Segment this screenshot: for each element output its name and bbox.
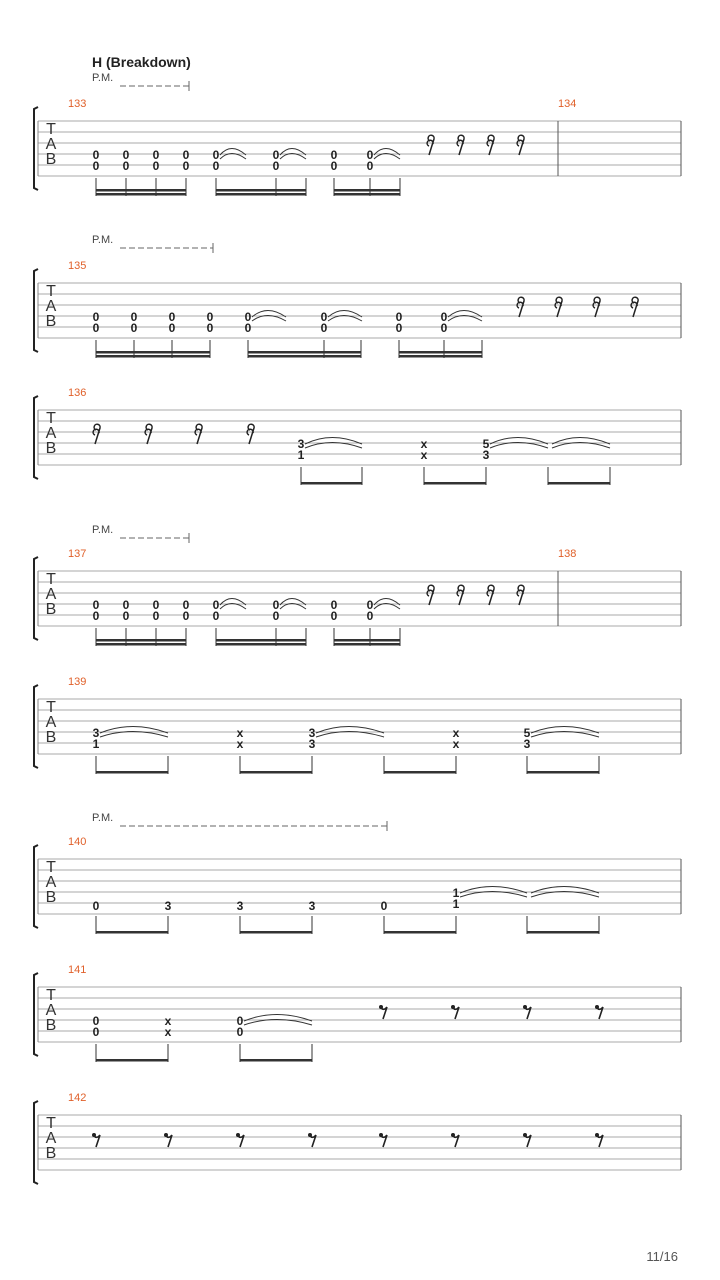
fret-number: 0 bbox=[272, 609, 280, 623]
fret-number: 0 bbox=[152, 598, 160, 612]
fret-number: 0 bbox=[92, 1014, 100, 1028]
note-beam bbox=[96, 193, 186, 196]
note-beam bbox=[216, 189, 306, 192]
measure-number: 142 bbox=[68, 1092, 87, 1104]
fret-number: x bbox=[420, 448, 428, 462]
fret-number: 3 bbox=[482, 448, 490, 462]
note-beam bbox=[96, 351, 210, 354]
fret-number: 3 bbox=[308, 726, 316, 740]
staff-bracket bbox=[34, 973, 38, 1056]
fret-number: 5 bbox=[482, 437, 490, 451]
tab-clef-letter: B bbox=[45, 440, 57, 457]
tab-clef-letter: T bbox=[46, 987, 56, 1004]
tab-clef-letter: A bbox=[45, 1002, 57, 1019]
sixteenth-rest bbox=[517, 135, 524, 155]
rest-dot bbox=[523, 1133, 527, 1137]
rest-dot bbox=[451, 1005, 455, 1009]
note-beam bbox=[96, 643, 186, 646]
note-beam bbox=[96, 189, 186, 192]
fret-number: 0 bbox=[366, 148, 374, 162]
fret-number: 0 bbox=[122, 598, 130, 612]
fret-number: 0 bbox=[130, 310, 138, 324]
fret-number: 0 bbox=[182, 159, 190, 173]
fret-number: 3 bbox=[523, 737, 531, 751]
tab-clef-letter: A bbox=[45, 425, 57, 442]
fret-number: 0 bbox=[92, 609, 100, 623]
fret-number: 0 bbox=[92, 598, 100, 612]
fret-number: 3 bbox=[92, 726, 100, 740]
sixteenth-rest bbox=[247, 424, 254, 444]
fret-number: 0 bbox=[92, 321, 100, 335]
note-beam bbox=[334, 643, 400, 646]
tab-clef-letter: T bbox=[46, 571, 56, 588]
fret-number: 0 bbox=[330, 598, 338, 612]
fret-number: 0 bbox=[320, 310, 328, 324]
fret-number: 0 bbox=[168, 321, 176, 335]
palm-mute-label: P.M. bbox=[92, 72, 114, 84]
sixteenth-rest bbox=[427, 135, 434, 155]
fret-number: 3 bbox=[308, 899, 316, 913]
fret-number: 0 bbox=[244, 321, 252, 335]
fret-number: 1 bbox=[92, 737, 100, 751]
sixteenth-rest bbox=[195, 424, 202, 444]
measure-number: 136 bbox=[68, 387, 87, 399]
fret-number: x bbox=[452, 726, 460, 740]
fret-number: 0 bbox=[206, 310, 214, 324]
fret-number: 0 bbox=[440, 321, 448, 335]
sixteenth-rest bbox=[457, 135, 464, 155]
tab-clef-letter: A bbox=[45, 136, 57, 153]
note-beam bbox=[248, 351, 361, 354]
tab-clef-letter: T bbox=[46, 1115, 56, 1132]
note-beam bbox=[96, 355, 210, 358]
fret-number: 0 bbox=[380, 899, 388, 913]
palm-mute-label: P.M. bbox=[92, 524, 114, 536]
note-beam bbox=[216, 193, 306, 196]
fret-number: 0 bbox=[395, 321, 403, 335]
fret-number: 0 bbox=[122, 159, 130, 173]
fret-number: 0 bbox=[152, 159, 160, 173]
fret-number: 0 bbox=[92, 1025, 100, 1039]
eighth-rest bbox=[597, 1135, 603, 1147]
sixteenth-rest bbox=[487, 585, 494, 605]
fret-number: 0 bbox=[168, 310, 176, 324]
eighth-rest bbox=[453, 1007, 459, 1019]
note-beam bbox=[334, 639, 400, 642]
fret-number: 0 bbox=[206, 321, 214, 335]
note-beam bbox=[240, 771, 312, 774]
tab-clef-letter: A bbox=[45, 586, 57, 603]
sixteenth-rest bbox=[93, 424, 100, 444]
fret-number: x bbox=[164, 1014, 172, 1028]
fret-number: 0 bbox=[366, 609, 374, 623]
measure-number: 140 bbox=[68, 836, 87, 848]
fret-number: 0 bbox=[92, 899, 100, 913]
sixteenth-rest bbox=[555, 297, 562, 317]
palm-mute-label: P.M. bbox=[92, 234, 114, 246]
rest-dot bbox=[379, 1005, 383, 1009]
note-beam bbox=[96, 931, 168, 934]
note-beam bbox=[248, 355, 361, 358]
staff-bracket bbox=[34, 396, 38, 479]
tab-clef-letter: A bbox=[45, 874, 57, 891]
rest-dot bbox=[164, 1133, 168, 1137]
fret-number: 0 bbox=[366, 159, 374, 173]
page-number: 11/16 bbox=[646, 1249, 678, 1264]
staff-bracket bbox=[34, 845, 38, 928]
fret-number: 0 bbox=[212, 148, 220, 162]
fret-number: x bbox=[164, 1025, 172, 1039]
staff-bracket bbox=[34, 557, 38, 640]
tab-clef-letter: B bbox=[45, 151, 57, 168]
fret-number: 0 bbox=[152, 148, 160, 162]
tab-clef-letter: T bbox=[46, 699, 56, 716]
fret-number: 0 bbox=[122, 148, 130, 162]
fret-number: 0 bbox=[244, 310, 252, 324]
note-beam bbox=[334, 193, 400, 196]
fret-number: 0 bbox=[395, 310, 403, 324]
fret-number: 5 bbox=[523, 726, 531, 740]
measure-number: 133 bbox=[68, 98, 87, 110]
rest-dot bbox=[379, 1133, 383, 1137]
fret-number: 0 bbox=[272, 598, 280, 612]
fret-number: 1 bbox=[452, 886, 460, 900]
staff-bracket bbox=[34, 107, 38, 190]
palm-mute-label: P.M. bbox=[92, 812, 114, 824]
staff-bracket bbox=[34, 685, 38, 768]
tab-clef-letter: T bbox=[46, 410, 56, 427]
tab-clef-letter: A bbox=[45, 298, 57, 315]
note-beam bbox=[240, 931, 312, 934]
tab-clef-letter: T bbox=[46, 859, 56, 876]
fret-number: x bbox=[236, 726, 244, 740]
note-beam bbox=[384, 931, 456, 934]
fret-number: 0 bbox=[330, 159, 338, 173]
fret-number: 0 bbox=[272, 148, 280, 162]
tab-clef-letter: A bbox=[45, 1130, 57, 1147]
fret-number: 0 bbox=[130, 321, 138, 335]
note-beam bbox=[96, 1059, 168, 1062]
fret-number: 0 bbox=[272, 159, 280, 173]
tab-clef-letter: B bbox=[45, 1145, 57, 1162]
eighth-rest bbox=[310, 1135, 316, 1147]
sixteenth-rest bbox=[145, 424, 152, 444]
sixteenth-rest bbox=[457, 585, 464, 605]
measure-number: 137 bbox=[68, 548, 87, 560]
eighth-rest bbox=[453, 1135, 459, 1147]
fret-number: 3 bbox=[164, 899, 172, 913]
eighth-rest bbox=[381, 1007, 387, 1019]
fret-number: 0 bbox=[320, 321, 328, 335]
eighth-rest bbox=[381, 1135, 387, 1147]
measure-number: 141 bbox=[68, 964, 87, 976]
fret-number: x bbox=[452, 737, 460, 751]
note-beam bbox=[96, 771, 168, 774]
eighth-rest bbox=[94, 1135, 100, 1147]
eighth-rest bbox=[166, 1135, 172, 1147]
note-beam bbox=[399, 351, 482, 354]
eighth-rest bbox=[525, 1135, 531, 1147]
fret-number: 0 bbox=[182, 598, 190, 612]
note-beam bbox=[548, 482, 610, 485]
tab-clef-letter: B bbox=[45, 1017, 57, 1034]
rest-dot bbox=[523, 1005, 527, 1009]
sixteenth-rest bbox=[517, 585, 524, 605]
sixteenth-rest bbox=[631, 297, 638, 317]
sixteenth-rest bbox=[487, 135, 494, 155]
tab-clef-letter: A bbox=[45, 714, 57, 731]
fret-number: 0 bbox=[152, 609, 160, 623]
tab-clef-letter: B bbox=[45, 729, 57, 746]
sixteenth-rest bbox=[517, 297, 524, 317]
note-beam bbox=[527, 771, 599, 774]
section-title: H (Breakdown) bbox=[92, 54, 191, 70]
note-beam bbox=[240, 1059, 312, 1062]
fret-number: x bbox=[236, 737, 244, 751]
rest-dot bbox=[595, 1005, 599, 1009]
measure-number: 139 bbox=[68, 676, 87, 688]
fret-number: 0 bbox=[92, 148, 100, 162]
note-beam bbox=[301, 482, 362, 485]
note-beam bbox=[96, 639, 186, 642]
fret-number: 0 bbox=[366, 598, 374, 612]
fret-number: 3 bbox=[236, 899, 244, 913]
note-beam bbox=[399, 355, 482, 358]
fret-number: 0 bbox=[330, 148, 338, 162]
fret-number: 1 bbox=[297, 448, 305, 462]
rest-dot bbox=[92, 1133, 96, 1137]
eighth-rest bbox=[597, 1007, 603, 1019]
eighth-rest bbox=[525, 1007, 531, 1019]
rest-dot bbox=[595, 1133, 599, 1137]
note-beam bbox=[216, 643, 306, 646]
fret-number: 0 bbox=[212, 598, 220, 612]
note-beam bbox=[216, 639, 306, 642]
measure-number: 138 bbox=[558, 548, 577, 560]
tab-clef-letter: T bbox=[46, 283, 56, 300]
rest-dot bbox=[236, 1133, 240, 1137]
sixteenth-rest bbox=[593, 297, 600, 317]
fret-number: 0 bbox=[236, 1014, 244, 1028]
fret-number: 1 bbox=[452, 897, 460, 911]
fret-number: 0 bbox=[212, 609, 220, 623]
eighth-rest bbox=[238, 1135, 244, 1147]
fret-number: 0 bbox=[440, 310, 448, 324]
tab-clef-letter: B bbox=[45, 889, 57, 906]
note-beam bbox=[334, 189, 400, 192]
fret-number: 0 bbox=[182, 609, 190, 623]
rest-dot bbox=[451, 1133, 455, 1137]
staff-bracket bbox=[34, 269, 38, 352]
note-beam bbox=[384, 771, 456, 774]
note-beam bbox=[527, 931, 599, 934]
fret-number: 0 bbox=[92, 310, 100, 324]
fret-number: 0 bbox=[236, 1025, 244, 1039]
fret-number: 0 bbox=[122, 609, 130, 623]
note-beam bbox=[424, 482, 486, 485]
tab-clef-letter: B bbox=[45, 601, 57, 618]
staff-bracket bbox=[34, 1101, 38, 1184]
measure-number: 134 bbox=[558, 98, 577, 110]
tab-clef-letter: B bbox=[45, 313, 57, 330]
fret-number: 3 bbox=[308, 737, 316, 751]
sixteenth-rest bbox=[427, 585, 434, 605]
fret-number: 0 bbox=[212, 159, 220, 173]
rest-dot bbox=[308, 1133, 312, 1137]
tab-clef-letter: T bbox=[46, 121, 56, 138]
fret-number: 0 bbox=[182, 148, 190, 162]
fret-number: x bbox=[420, 437, 428, 451]
fret-number: 0 bbox=[330, 609, 338, 623]
fret-number: 0 bbox=[92, 159, 100, 173]
fret-number: 3 bbox=[297, 437, 305, 451]
measure-number: 135 bbox=[68, 260, 87, 272]
